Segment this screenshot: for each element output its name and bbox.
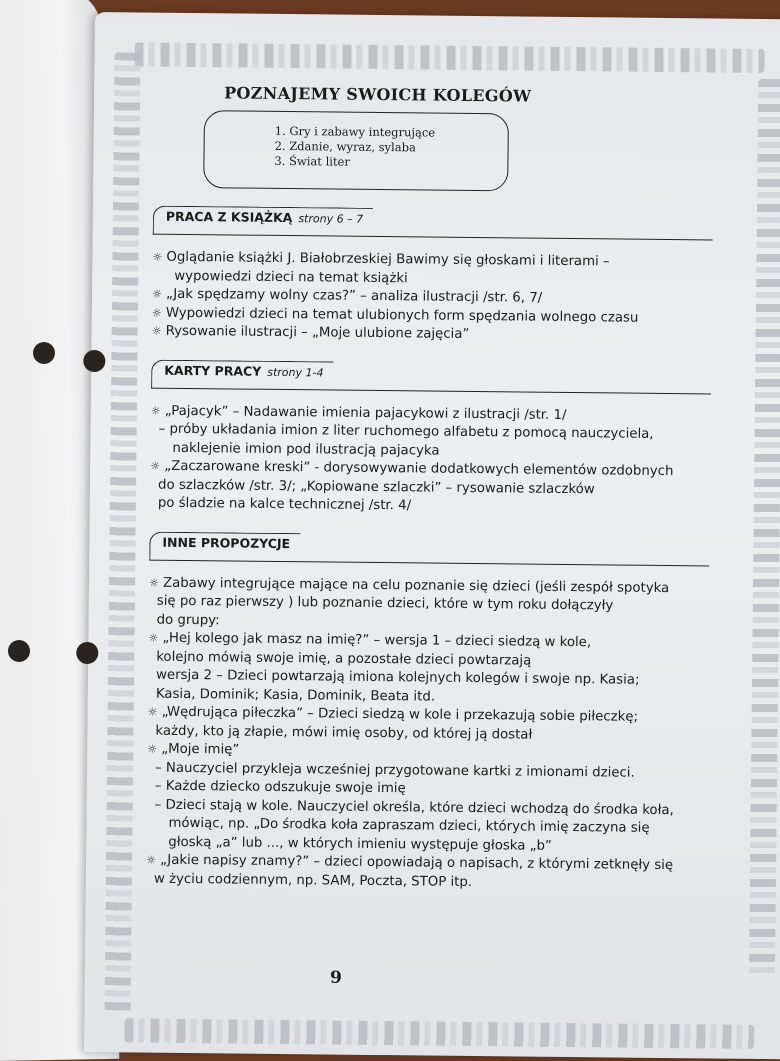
section-cards-items [150, 402, 711, 519]
list-item: ☼ „Jakie napisy znamy?” – dzieci opowiadają o napisach, z którymi zetknęły się [146, 852, 706, 876]
list-item: ☼ Rysowanie ilustracji – „Moje ulubione zajęcia” [152, 323, 712, 347]
topic-item: 2. Zdanie, wyraz, sylaba [274, 138, 416, 155]
page-number: 9 [330, 968, 342, 988]
list-item-continuation: głoską „a” lub ..., w których imieniu występuje głoska „b” [168, 834, 552, 854]
list-item: ☼ Wypowiedzi dzieci na temat ulubionych form spędzania wolnego czasu [152, 304, 712, 328]
punch-hole [8, 640, 30, 662]
list-item-continuation: – Nauczyciel przykleja wcześniej przygotowane kartki z imionami dzieci. [155, 760, 635, 781]
list-item-continuation: – Każde dziecko odszukuje swoje imię [154, 778, 406, 797]
page-content [146, 83, 714, 895]
decorative-border-top [134, 42, 764, 73]
list-item-continuation: wypowiedzi dzieci na temat książki [174, 268, 408, 286]
list-item-continuation: Kasia, Dominik; Kasia, Dominik, Beata itd. [155, 686, 436, 705]
section-heading-cards [151, 359, 711, 394]
punch-hole [83, 350, 105, 372]
list-item-continuation: do grupy: [156, 612, 220, 628]
topic-item: 1. Gry i zabawy integrujące [274, 123, 436, 140]
decorative-border-bottom [124, 1018, 754, 1049]
list-item-continuation: wersja 2 – Dzieci powtarzają imiona kolejnych kolegów i swoje np. Kasia; [155, 667, 640, 688]
list-item: ☼ „Hej kolego jak masz na imię?” – wersja 1 – dzieci siedzą w kole, [148, 630, 708, 654]
list-item: ☼ Zabawy integrujące mające na celu poznanie się dzieci (jeśli zespół spotyka [149, 574, 709, 598]
section-heading-book [153, 206, 713, 241]
section-pages: strony 1-4 [267, 365, 324, 379]
page-title: POZNAJEMY SWOICH KOLEGÓW [224, 83, 532, 106]
punch-hole [33, 342, 55, 364]
section-heading-other [149, 531, 709, 566]
decorative-border-left [105, 52, 141, 1012]
section-book-items [152, 249, 713, 347]
section-pages: strony 6 – 7 [298, 212, 364, 226]
list-item-continuation: każdy, kto ją złapie, mówi imię osoby, od której ją dostał [155, 723, 533, 743]
section-title: KARTY PRACY [164, 362, 262, 379]
section-title: PRACA Z KSIĄŻKĄ [165, 208, 293, 226]
list-item: ☼ „Moje imię” [147, 741, 707, 765]
list-item-continuation: do szlaczków /str. 3/; „Kopiowane szlaczki” – rysowanie szlaczków [157, 477, 595, 497]
list-item: ☼ „Pajacyk” – Nadawanie imienia pajacykowi z ilustracji /str. 1/ [151, 402, 711, 426]
section-title: INNE PROPOZYCJE [162, 534, 291, 551]
list-item-continuation: kolejno mówią swoje imię, a pozostałe dzieci powtarzają [156, 649, 532, 669]
list-item: ☼ „Wędrująca piłeczka” – Dzieci siedzą w kole i przekazują sobie piłeczkę; [148, 704, 708, 728]
list-item-continuation: się po raz pierwszy ) lub poznanie dzieci, które w tym roku dołączyły [156, 593, 614, 614]
list-item-continuation: – Dzieci stają w kole. Nauczyciel określa, które dzieci wchodzą do środka koła, [154, 797, 674, 818]
list-item-continuation: mówiąc, np. „Do środka koła zapraszam dzieci, których imię zaczyna się [168, 815, 650, 836]
decorative-border-right [749, 79, 780, 979]
punch-hole [76, 642, 98, 664]
list-item: ☼ „Zaczarowane kreski” - dorysowywanie dodatkowych elementów ozdobnych [150, 458, 710, 482]
list-item-continuation: po śladzie na kalce technicznej /str. 4/ [157, 495, 412, 514]
topics-box [203, 110, 509, 191]
list-item: ☼ „Jak spędzamy wolny czas?” – analiza ilustracji /str. 6, 7/ [152, 286, 712, 310]
list-item-continuation: naklejenie imion pod ilustracją pajacyka [172, 440, 440, 459]
topic-item: 3. Świat liter [274, 153, 350, 169]
list-item-continuation: – próby układania imion z liter ruchomego alfabetu z pomocą nauczyciela, [158, 421, 654, 442]
document-page [84, 12, 780, 1059]
list-item-continuation: w życiu codziennym, np. SAM, Poczta, STOP itp. [153, 871, 473, 890]
section-other-items [146, 574, 709, 894]
list-item: ☼ Oglądanie książki J. Białobrzeskiej Bawimy się głoskami i literami – [152, 249, 712, 273]
